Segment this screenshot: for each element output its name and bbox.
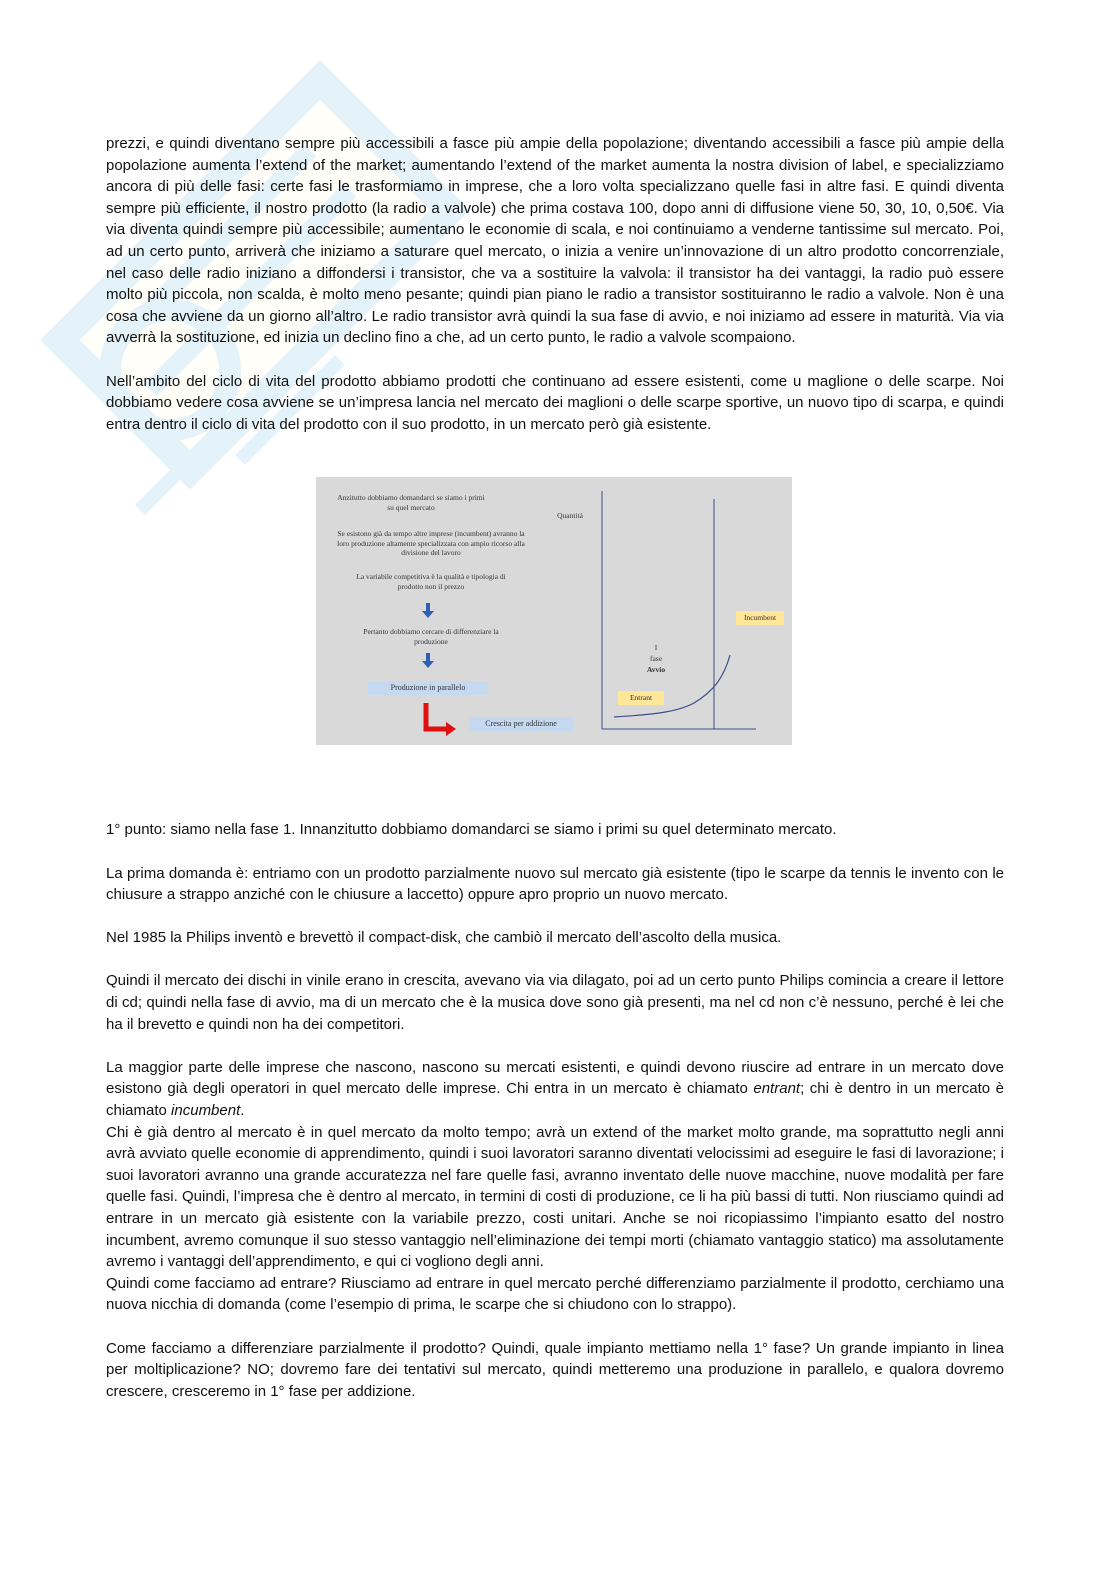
paragraph: La prima domanda è: entriamo con un prodotto parzialmente nuovo sul mercato già esistente (tipo le scarpe da tennis le invento con le chiusure a strappo anziché con le chiusure a laccetto) oppure apro proprio un nuovo mercato. (106, 864, 1004, 904)
product-lifecycle-figure (316, 477, 792, 745)
paragraph: Quindi il mercato dei dischi in vinile erano in crescita, avevano via via dilagato, poi ad un certo punto Philips comincia a creare il lettore di cd; quindi nella fase di avvio, ma di un mercato che è la musica dove sono già presenti, ma nel cd non c’è nessuno, perché è lei che ha il brevetto e quindi non ha dei competitori. (106, 972, 1004, 1033)
term-incumbent: incumbent (171, 1102, 241, 1120)
box-growth-addition: Crescita per addizione (469, 717, 573, 731)
paragraph: Come facciamo a differenziare parzialmente il prodotto? Quindi, quale impianto mettiamo nella 1° fase? Un grande impianto in linea per moltiplicazione? NO; dovremo fare dei tentativi sul mercato, quindi metteremo una produzione in parallelo, e qualora dovremo crescere, cresceremo in 1° fase per addizione. (106, 1339, 1004, 1400)
figure-text-incumbent: Se esistono già da tempo altre imprese (incumbent) avranno la loro produzione altamente specializzata con ampio ricorso alla divisione del lavoro (337, 529, 525, 558)
text-run: La maggior parte delle imprese che nascono, nascono su mercati esistenti, e quindi devono riuscire ad entrare in un mercato dove esistono già degli operatori in quel mercato delle imprese. Chi entra in un mercato è chiamato (106, 1058, 1004, 1098)
paragraph: Quindi come facciamo ad entrare? Riusciamo ad entrare in quel mercato perché differenziamo parzialmente il prodotto, cerchiamo una nuova nicchia di domanda (come l’esempio di prima, le scarpe che si chiudono con lo strappo). (106, 1274, 1004, 1314)
label-incumbent: Incumbent (736, 611, 784, 625)
phase-name: Avvio (646, 665, 666, 675)
paragraph: Nell’ambito del ciclo di vita del prodotto abbiamo prodotti che continuano ad essere esistenti, come u maglione o delle scarpe. Noi dobbiamo vedere cosa avviene se un’impresa lancia nel mercato dei maglioni o delle scarpe sportive, un nuovo tipo di scarpa, e quindi entra dentro il ciclo di vita del prodotto con il suo prodotto, in un mercato però già esistente. (106, 372, 1004, 433)
box-production-parallel: Produzione in parallelo (368, 681, 488, 695)
phase-word: fase (649, 654, 663, 664)
lifecycle-curve (614, 655, 730, 717)
figure-text-competitive-variable: La variabile competitiva è la qualità e tipologia di prodotto non il prezzo (356, 572, 506, 591)
text-run: ; chi è dentro in un mercato è chiamato (106, 1080, 1004, 1120)
term-entrant: entrant (753, 1080, 801, 1098)
document-body (106, 133, 1004, 1402)
axis-label-quantity: Quantità (557, 511, 583, 521)
paragraph: prezzi, e quindi diventano sempre più accessibili a fasce più ampie della popolazione; diventando accessibili a fasce più ampie della popolazione aumenta l’extend of the market; aumentando l’extend of the market aumenta la nostra division of label, e specializziamo ancora di più delle fasi: certe fasi le trasformiamo in imprese, che a loro volta specializzano quelle fasi in altre fasi. E quindi diventa sempre più efficiente, il nostro prodotto (la radio a valvole) che prima costava 100, dopo anni di diffusione viene 50, 30, 10, 0,50€. Via via diventa quindi sempre più accessibile; aumentano le economie di scala, e noi continuiamo a venderne tantissime sul mercato. Poi, ad un certo punto, arriverà che iniziamo a saturare quel mercato, o inizia a venire un’innovazione di un altro prodotto concorrenziale, nel caso delle radio iniziano a diffondersi i transistor, che va a sostituire la valvola: il transistor ha dei vantaggi, la radio può essere molto più piccola, non scalda, è molto meno pesante; quindi pian piano le radio a transistor sostituiranno le radio a valvole. Non è una cosa che avviene da un giorno all’altro. Le radio transistor avrà quindi la sua fase di avvio, e noi iniziamo ad essere in maturità. Via via avverrà la sostituzione, ed inizia un declino fino a che, ad un certo punto, le radio a valvole scompaiono. (106, 135, 1004, 347)
phase-number: I (654, 643, 658, 653)
figure-text-differentiate: Pertanto dobbiamo cercare di differenziare la produzione (363, 627, 499, 646)
paragraph-entrant-incumbent (106, 1057, 1004, 1122)
lifecycle-curve-chart (316, 477, 792, 745)
paragraph: Chi è già dentro al mercato è in quel mercato da molto tempo; avrà un extend of the market molto grande, ma soprattutto negli anni avrà avviato quelle economie di apprendimento, quindi i suoi lavoratori saranno diventati velocissimi ad eseguire le fasi di lavorazione; i suoi lavoratori avranno una grande accuratezza nel fare quelle fasi, avranno inventato delle nuove macchine, nuove modalità per fare quelle fasi. Quindi, l’impresa che è dentro al mercato, in termini di costi di produzione, ce li ha più bassi di tutti. Non riusciamo quindi ad entrare in un mercato già esistente con la variabile prezzo, costi unitari. Anche se noi ricopiassimo l’impianto esatto del nostro incumbent, avremo comunque il suo stesso vantaggio nell’eliminazione dei tempi morti (chiamato vantaggio statico) ma assolutamente avremo i vantaggi dell’apprendimento, e qui ci vogliono degli anni. (106, 1123, 1004, 1271)
label-entrant: Entrant (618, 691, 664, 705)
paragraph: 1° punto: siamo nella fase 1. Innanzitutto dobbiamo domandarci se siamo i primi su quel determinato mercato. (106, 821, 837, 839)
figure-container (106, 435, 1004, 819)
paragraph: Nel 1985 la Philips inventò e brevettò il compact-disk, che cambiò il mercato dell’ascolto della musica. (106, 929, 782, 947)
figure-text-first-market: Anzitutto dobbiamo domandarci se siamo i primi su quel mercato (337, 493, 485, 512)
text-run: . (240, 1102, 245, 1120)
